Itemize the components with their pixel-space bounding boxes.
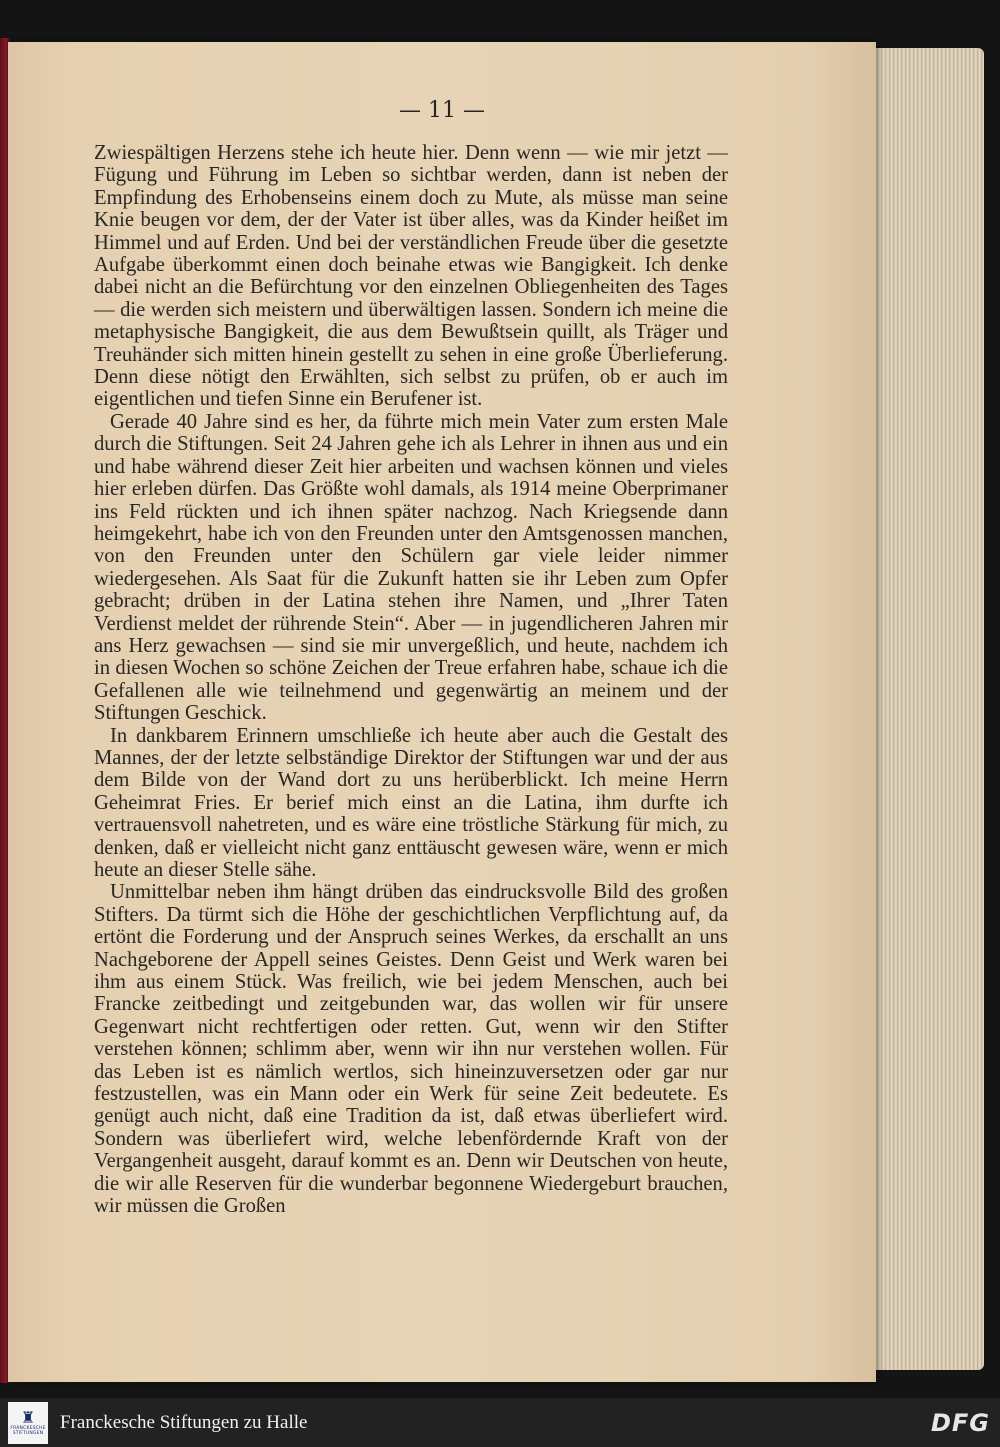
page-number: — 11 — <box>399 98 485 123</box>
logo-text-line1: FRANCKESCHE <box>10 1425 46 1431</box>
body-text <box>94 142 728 1218</box>
scanned-page <box>8 42 876 1382</box>
institution-name[interactable]: Franckesche Stiftungen zu Halle <box>60 1411 308 1433</box>
paragraph-3: In dankbarem Erinnern umschließe ich heute aber auch die Gestalt des Mannes, der der letzte selbständige Direktor der Stiftungen war und der aus dem Bilde von der Wand dort zu uns herüberblickt. Ich meine Herrn Geheimrat Fries. Er berief mich einst an die Latina, ihm durfte ich vertrauensvoll nahetreten, und es wäre eine tröstliche Stärkung für mich, zu denken, daß er vielleicht nicht ganz enttäuscht gewesen wäre, wenn er mich heute an dieser Stelle sähe. <box>94 724 728 881</box>
paragraph-1: Zwiespältigen Herzens stehe ich heute hier. Denn wenn — wie mir jetzt — Fügung und Führung im Leben so sichtbar werden, dann ist neben der Empfindung des Erhobenseins einem doch zu Mute, als müsse man seine Knie beugen vor dem, der der Vater ist über alles, was da Kinder heißet im Himmel und auf Erden. Und bei der verständlichen Freude über die gesetzte Aufgabe überkommt einen doch beinahe etwas wie Bangigkeit. Ich denke dabei nicht an die Befürchtung vor den einzelnen Obliegenheiten des Tages — die werden sich meistern und überwältigen lassen. Sondern ich meine die metaphysische Bangigkeit, die aus dem Bewußtsein quillt, als Träger und Treuhänder sich mitten hinein gestellt zu sehen in eine große Überlieferung. Denn diese nötigt den Erwählten, sich selbst zu prüfen, ob er auch im eigentlichen und tiefen Sinne ein Berufener ist. <box>94 142 728 411</box>
francke-emblem-icon[interactable]: ♜ FRANCKESCHE STIFTUNGEN <box>8 1402 48 1444</box>
dfg-logo[interactable]: DFG <box>930 1408 990 1437</box>
logo-text-line2: STIFTUNGEN <box>12 1430 44 1436</box>
paragraph-2: Gerade 40 Jahre sind es her, da führte mich mein Vater zum ersten Male durch die Stiftungen. Seit 24 Jahren gehe ich als Lehrer in ihnen aus und ein und habe während dieser Zeit hier arbeiten und wachsen können und vieles hier erleben dürfen. Das Größte wohl damals, als 1914 meine Oberprimaner ins Feld rückten und ich ihnen später nachzog. Nach Kriegsende dann heimgekehrt, habe ich von den Freunden unter den Amtsgenossen manchen, von den Freunden unter den Schülern gar viele leider nimmer wiedergesehen. Als Saat für die Zukunft hatten sie ihr Leben zum Opfer gebracht; drüben in der Latina stehen ihre Namen, und „Ihrer Taten Verdienst meldet der rührende Stein“. Aber — in jugendlicheren Jahren mir ans Herz gewachsen — sind sie mir unvergeßlich, und heute, nachdem ich in diesen Wochen so schöne Zeichen der Treue erfahren habe, schaue ich die Gefallenen alle wie teilnehmend und gegenwärtig an meinem und der Stiftungen Geschick. <box>94 410 728 725</box>
book-page-edges <box>862 48 984 1370</box>
paragraph-4: Unmittelbar neben ihm hängt drüben das eindrucksvolle Bild des großen Stifters. Da türmt sich die Höhe der geschichtlichen Verpflichtung auf, da ertönt die Forderung und der Anspruch seines Werkes, da erschallt an uns Nachgeborene der Appell seines Geistes. Denn Geist und Werk waren bei ihm aus einem Stück. Was freilich, wie bei jedem Menschen, auch bei Francke zeitbedingt und zeitgebunden war, das wollen wir für unsere Gegenwart nicht rechtfertigen oder retten. Gut, wenn wir den Stifter verstehen können; schlimm aber, wenn wir ihn nur verstehen wollen. Für das Leben ist es nämlich wertlos, sich hineinzuversetzen oder gar nur festzustellen, was ein Mann oder ein Werk für seine Zeit bedeutete. Es genügt auch nicht, daß eine Tradition da ist, daß etwas überliefert wird. Sondern was überliefert wird, welche lebenfördernde Kraft von der Vergangenheit ausgeht, darauf kommt es an. Denn wir Deutschen von heute, die wir alle Reserven für die wunderbar begonnene Wiedergeburt brauchen, wir müssen die Großen <box>94 881 728 1218</box>
viewer-footer <box>0 1398 1000 1447</box>
